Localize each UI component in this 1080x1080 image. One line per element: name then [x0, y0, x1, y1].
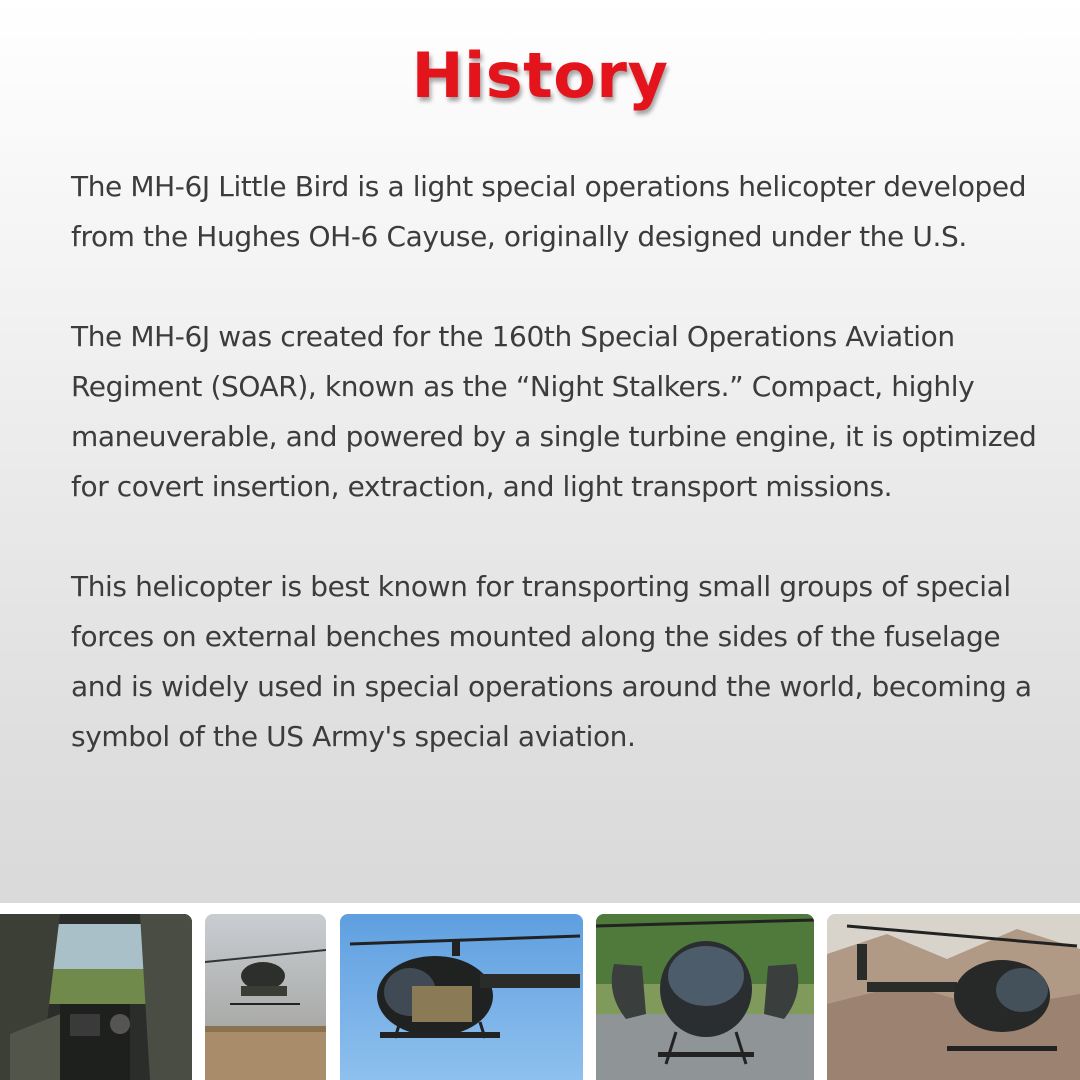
cockpit-interior-photo: [0, 914, 192, 1080]
history-text: [71, 162, 1051, 762]
helicopter-with-troops-on-benches-photo: [340, 914, 583, 1080]
paragraph-soar: The MH-6J was created for the 160th Special Operations Aviation Regiment (SOAR), known as the “Night Stalkers.” Compact, highly maneuverable, and powered by a single turbine engine, it is optimized for covert insertion, extraction, and light transport missions.: [71, 320, 1037, 503]
page-title: History: [411, 39, 669, 112]
helicopter-flying-over-mountains-photo: [827, 914, 1080, 1080]
paragraph-intro: The MH-6J Little Bird is a light special operations helicopter developed from the Hughes OH-6 Cayuse, originally designed under the U.S.: [71, 170, 1027, 253]
photo-strip: [0, 903, 1080, 1080]
paragraph-role: This helicopter is best known for transporting small groups of special forces on external benches mounted along the sides of the fuselage and is widely used in special operations around the world, becoming a symbol of the US Army's special aviation.: [71, 570, 1032, 753]
helicopter-front-view-on-ground-photo: [596, 914, 814, 1080]
helicopter-hovering-rooftop-photo: [205, 914, 326, 1080]
